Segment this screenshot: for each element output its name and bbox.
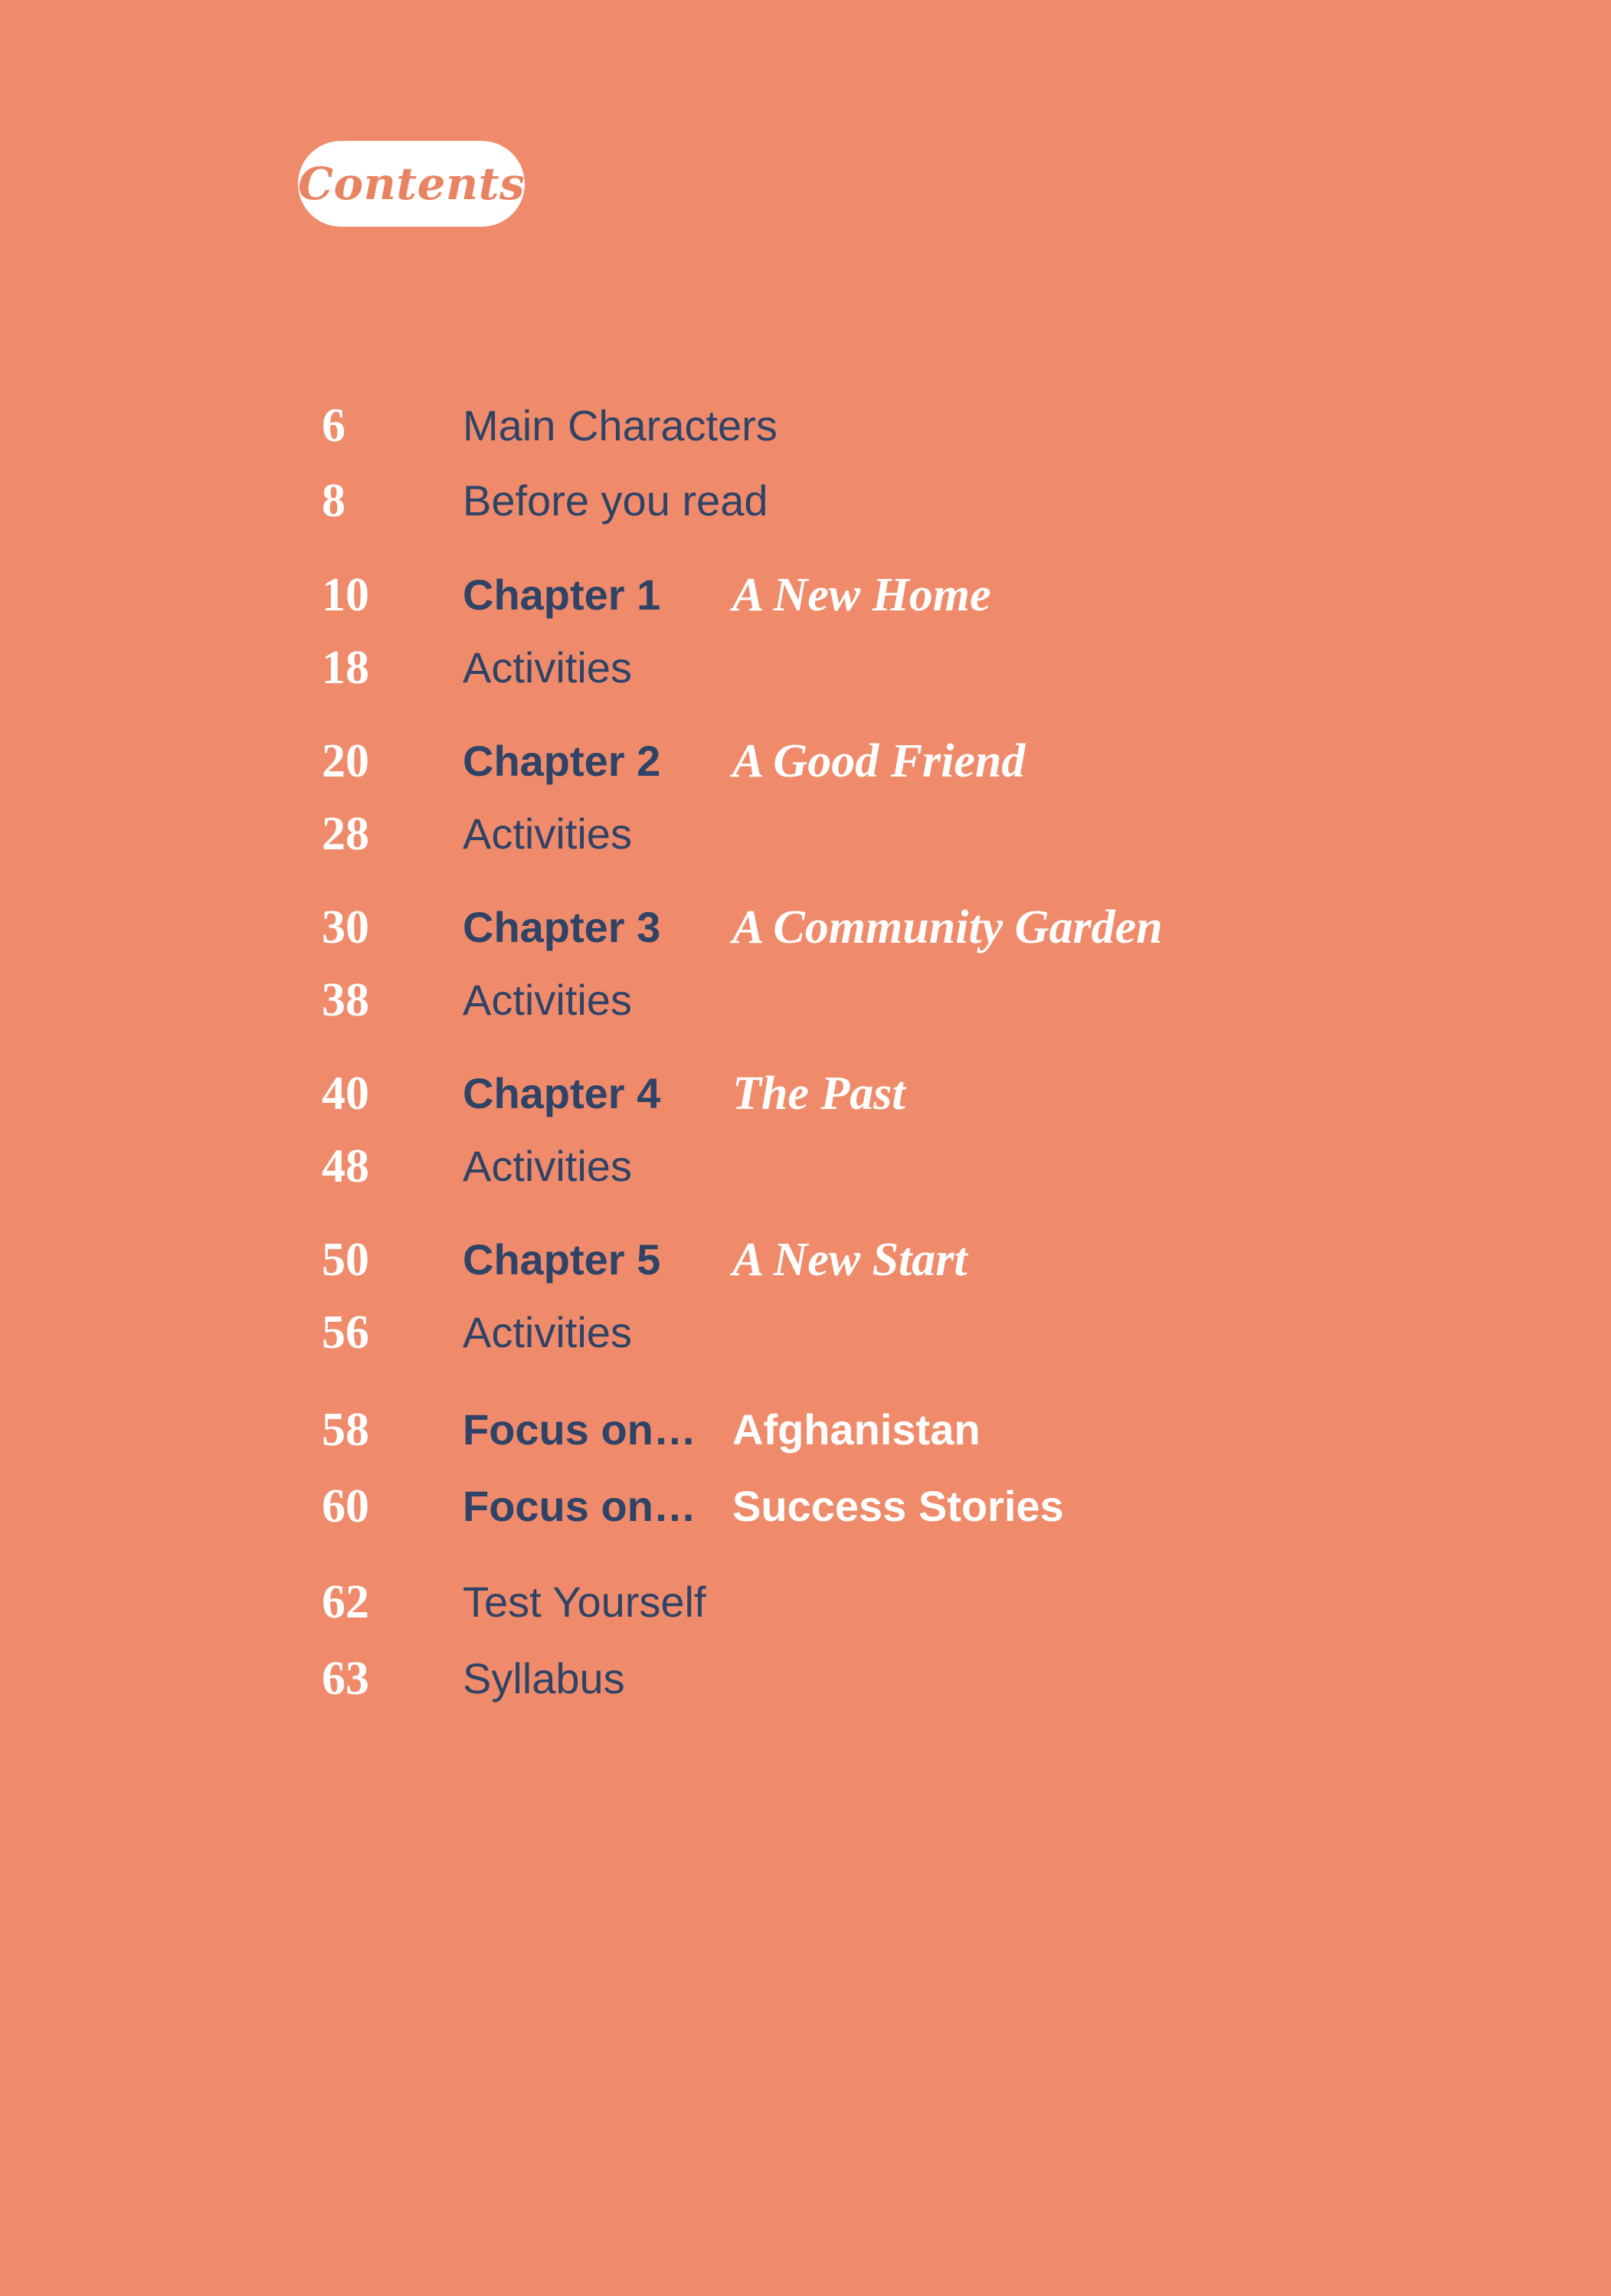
entry-label: Activities xyxy=(463,643,632,692)
entry-label: Focus on… xyxy=(463,1482,696,1530)
page-number: 28 xyxy=(322,808,369,860)
entry-label: Activities xyxy=(463,1142,632,1190)
toc-entry xyxy=(0,391,1611,460)
page-number: 62 xyxy=(322,1576,369,1628)
entry-label: Test Yourself xyxy=(463,1578,706,1626)
entry-label: Activities xyxy=(463,976,632,1024)
entry-label: Activities xyxy=(463,809,632,858)
page-number: 20 xyxy=(322,735,369,787)
focus-title: Afghanistan xyxy=(732,1405,981,1454)
page-number: 8 xyxy=(322,475,345,527)
toc-entry xyxy=(0,466,1611,535)
toc-entry xyxy=(0,1395,1611,1464)
toc-entry xyxy=(0,1472,1611,1541)
page-number: 30 xyxy=(322,901,369,953)
entry-label: Chapter 2 xyxy=(463,737,661,785)
page-number: 48 xyxy=(322,1140,369,1192)
toc-entry xyxy=(0,1568,1611,1637)
toc-entry xyxy=(0,561,1611,630)
entry-label: Before you read xyxy=(463,476,768,525)
chapter-title: A New Home xyxy=(732,569,991,621)
entry-label: Chapter 1 xyxy=(463,571,661,619)
toc-entry xyxy=(0,1644,1611,1713)
entry-label: Activities xyxy=(463,1308,632,1356)
focus-title: Success Stories xyxy=(732,1482,1064,1530)
page-number: 10 xyxy=(322,569,369,621)
page-number: 58 xyxy=(322,1404,369,1456)
page-number: 38 xyxy=(322,974,369,1026)
chapter-title: A Good Friend xyxy=(732,735,1026,787)
chapter-title: A Community Garden xyxy=(732,901,1163,953)
toc-entry xyxy=(0,1225,1611,1294)
page-number: 50 xyxy=(322,1234,369,1286)
entry-label: Focus on… xyxy=(463,1405,696,1454)
toc-entry xyxy=(0,633,1611,702)
page-number: 6 xyxy=(322,400,345,452)
page-title: Contents xyxy=(297,158,526,210)
toc-entry xyxy=(0,800,1611,868)
chapter-title: The Past xyxy=(732,1068,905,1120)
toc-entry xyxy=(0,893,1611,962)
toc-entry xyxy=(0,1059,1611,1128)
entry-label: Main Characters xyxy=(463,401,778,450)
page-number: 63 xyxy=(322,1653,369,1705)
page-number: 18 xyxy=(322,642,369,694)
entry-label: Chapter 3 xyxy=(463,903,661,951)
chapter-title: A New Start xyxy=(732,1234,968,1286)
entry-label: Chapter 4 xyxy=(463,1069,661,1117)
toc-entry xyxy=(0,727,1611,796)
toc-entry xyxy=(0,1132,1611,1201)
toc-entry xyxy=(0,966,1611,1035)
toc-entry xyxy=(0,1298,1611,1367)
page-number: 56 xyxy=(322,1307,369,1359)
entry-label: Syllabus xyxy=(463,1654,625,1702)
page-number: 40 xyxy=(322,1068,369,1120)
entry-label: Chapter 5 xyxy=(463,1235,661,1284)
page-number: 60 xyxy=(322,1480,369,1532)
